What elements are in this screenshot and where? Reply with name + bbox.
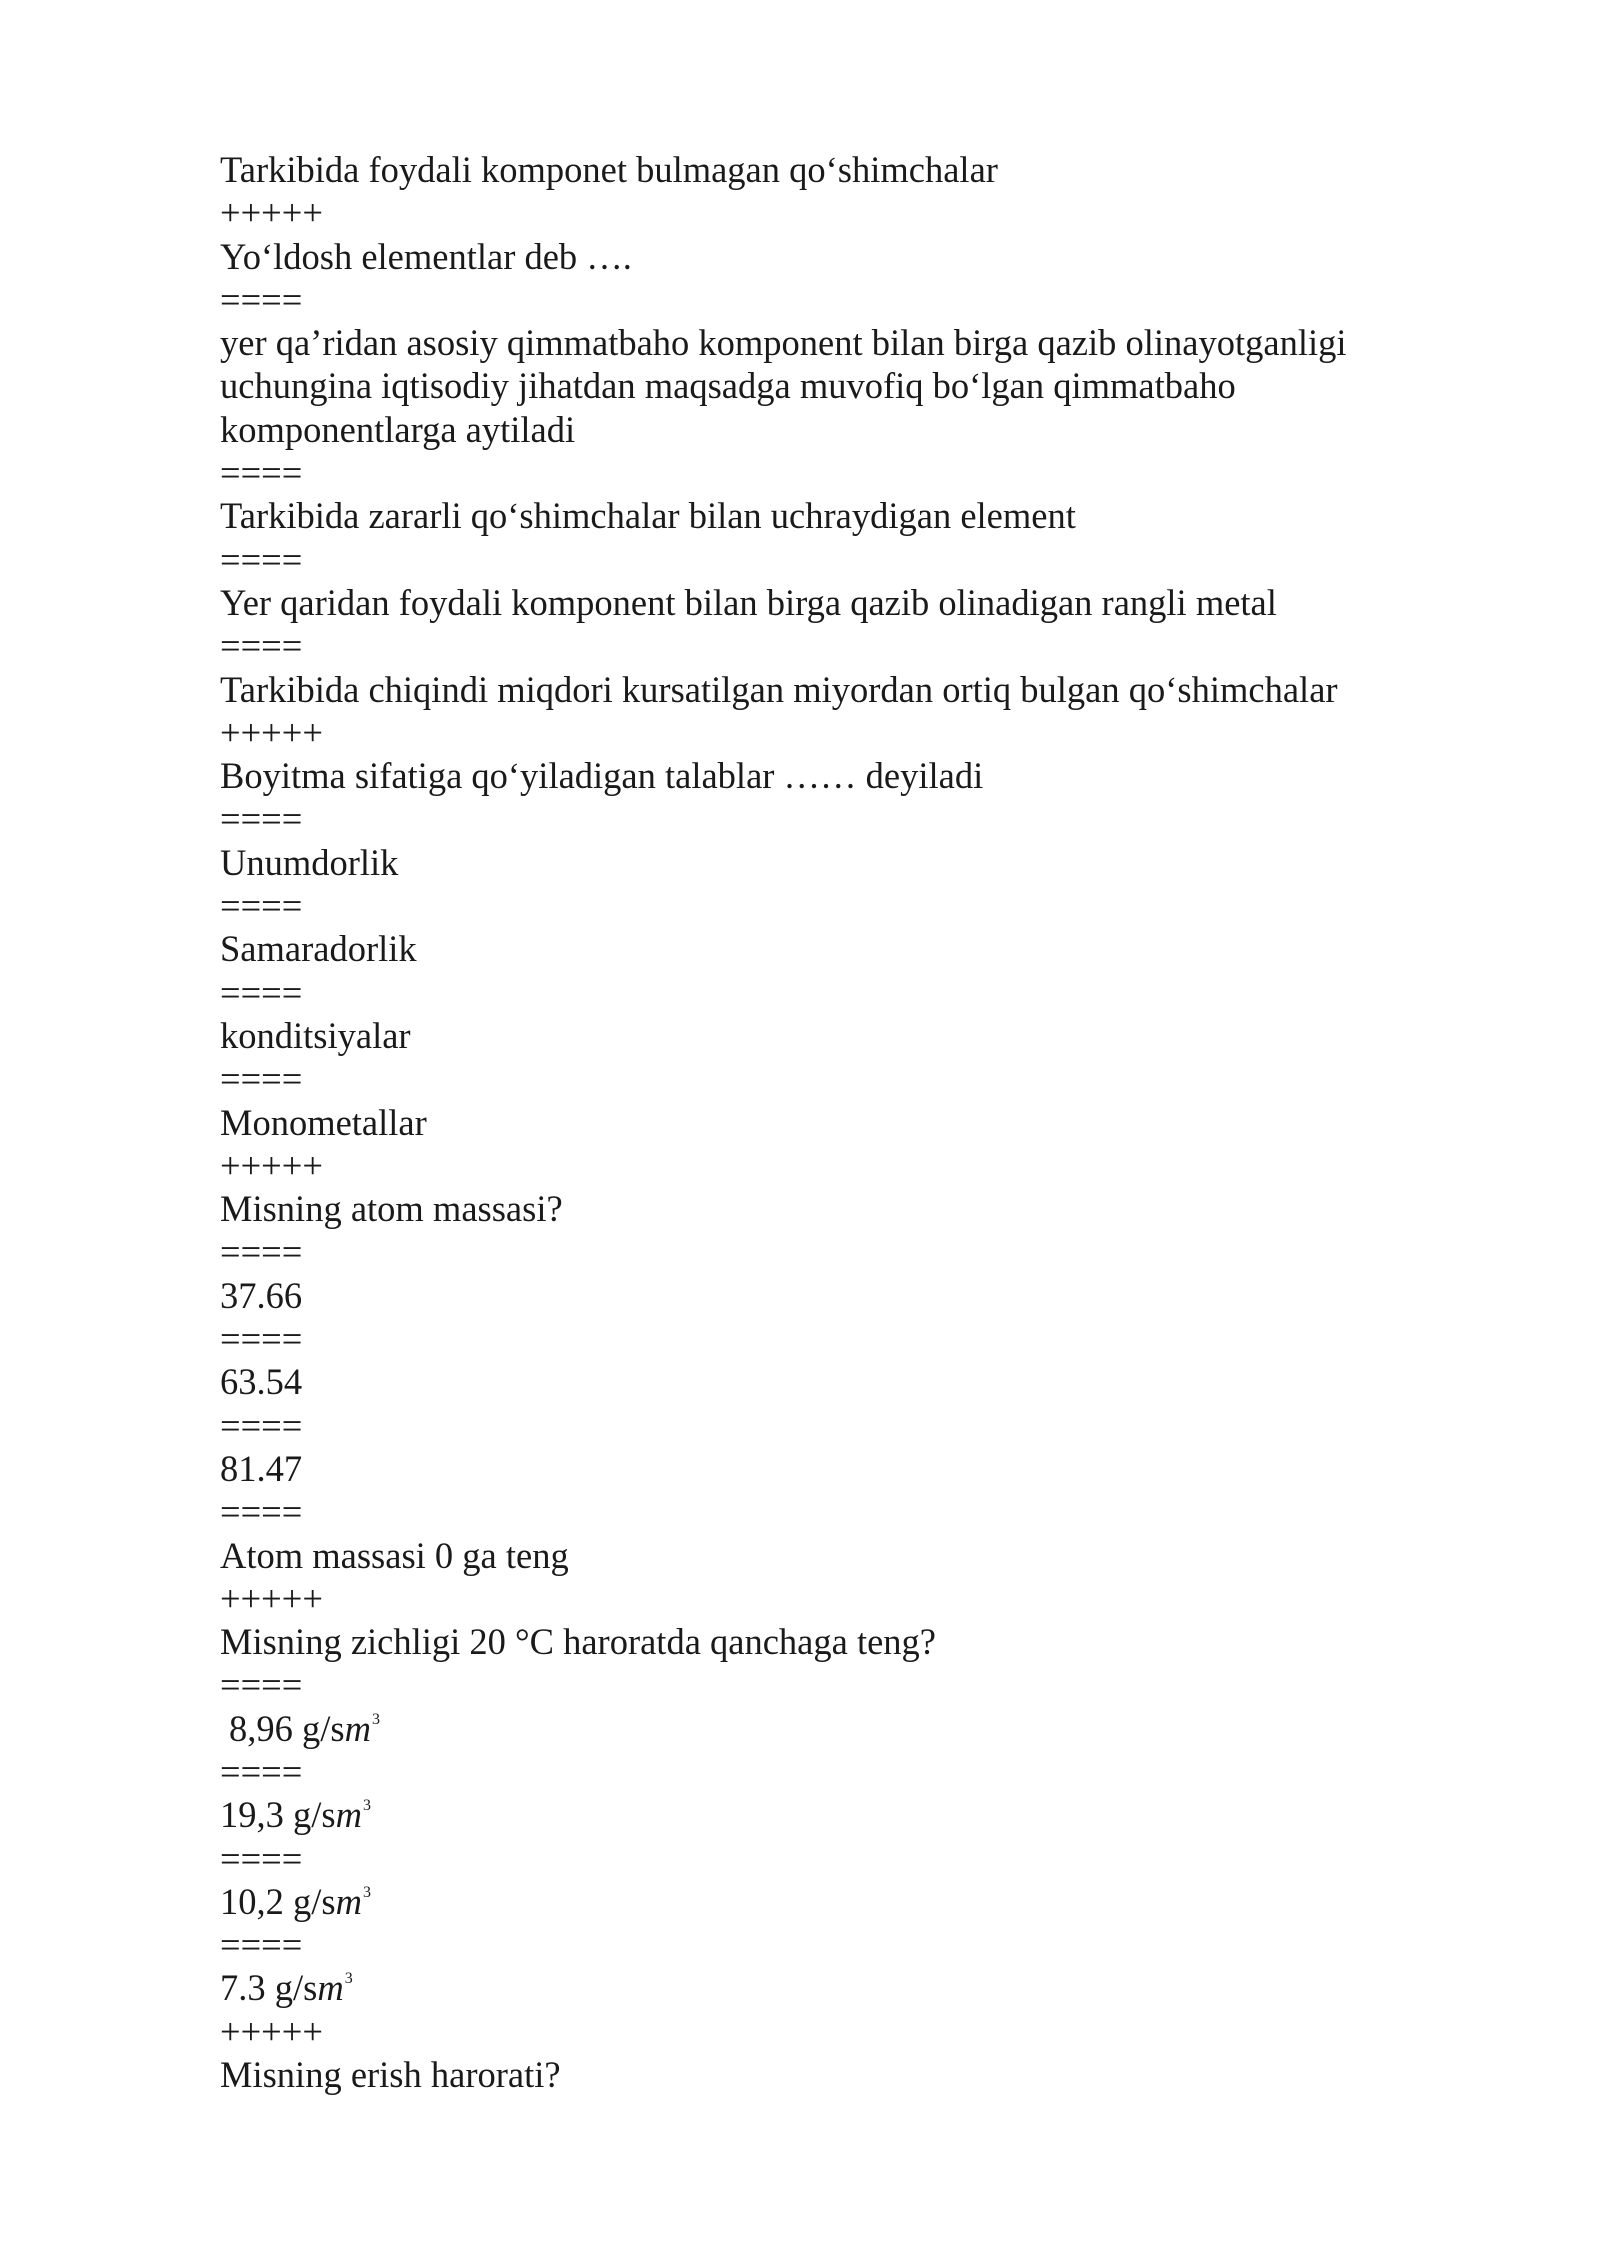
separator-line: ==== — [220, 452, 303, 494]
text-line: Misning erish harorati? — [220, 2054, 561, 2096]
text-line: Yer qaridan foydali komponent bilan birga qazib olinadigan rangli metal — [220, 581, 1277, 623]
separator-line: ==== — [220, 1924, 303, 1966]
unit-exponent: 3 — [344, 1970, 353, 1988]
separator-line: ==== — [220, 538, 303, 580]
density-option-line — [220, 1966, 1400, 2009]
unit-letter: m — [335, 1794, 362, 1836]
text-line: Samaradorlik — [220, 928, 417, 970]
separator-line: +++++ — [220, 1144, 323, 1186]
density-value: 8,96 g/s — [229, 1707, 345, 1749]
density-option-line — [220, 1707, 1400, 1750]
text-line: Yo‘ldosh elementlar deb …. — [220, 235, 632, 277]
text-line: Misning zichligi 20 °C haroratda qanchaga teng? — [220, 1621, 936, 1663]
text-line: Tarkibida zararli qo‘shimchalar bilan uchraydigan element — [220, 495, 1076, 537]
separator-line: ==== — [220, 1664, 303, 1706]
separator-line: ==== — [220, 885, 303, 927]
separator-line: ==== — [220, 1750, 303, 1792]
document-body — [220, 148, 1400, 2096]
text-line: Tarkibida chiqindi miqdori kursatilgan miyordan ortiq bulgan qo‘shimchalar — [220, 668, 1338, 710]
density-value: 10,2 g/s — [220, 1880, 336, 1922]
separator-line: +++++ — [220, 1577, 323, 1619]
text-line: Atom massasi 0 ga teng — [220, 1534, 569, 1576]
separator-line: ==== — [220, 1404, 303, 1446]
density-option-line — [220, 1880, 1400, 1923]
unit-exponent: 3 — [362, 1883, 371, 1901]
separator-line: ==== — [220, 625, 303, 667]
text-line: yer qa’ridan asosiy qimmatbaho komponent bilan birga qazib olinayotganligi uchungina iqtisodiy jihatdan maqsadga muvofiq bo‘lgan qimmatbaho komponentlarga aytiladi — [220, 322, 1356, 450]
separator-line: ==== — [220, 1491, 303, 1533]
text-line: Monometallar — [220, 1101, 427, 1143]
separator-line: ==== — [220, 798, 303, 840]
unit-letter: m — [317, 1967, 344, 2009]
separator-line: ==== — [220, 278, 303, 320]
text-line: Unumdorlik — [220, 841, 399, 883]
unit-letter: m — [335, 1880, 362, 1922]
text-line: Boyitma sifatiga qo‘yiladigan talablar …… deyiladi — [220, 755, 984, 797]
separator-line: ==== — [220, 1837, 303, 1879]
density-value: 19,3 g/s — [220, 1794, 336, 1836]
unit-exponent: 3 — [362, 1797, 371, 1815]
unit-exponent: 3 — [371, 1710, 380, 1728]
separator-line: +++++ — [220, 711, 323, 753]
separator-line: ==== — [220, 971, 303, 1013]
text-line: Tarkibida foydali komponet bulmagan qo‘shimchalar — [220, 149, 998, 190]
text-line: konditsiyalar — [220, 1014, 411, 1056]
text-line: 37.66 — [220, 1274, 303, 1316]
separator-line: ==== — [220, 1318, 303, 1360]
separator-line: ==== — [220, 1231, 303, 1273]
text-line: 81.47 — [220, 1447, 303, 1489]
separator-line: +++++ — [220, 192, 323, 234]
separator-line: +++++ — [220, 2010, 323, 2052]
density-value: 7.3 g/s — [220, 1967, 318, 2009]
separator-line: ==== — [220, 1058, 303, 1100]
density-option-line — [220, 1793, 1400, 1836]
unit-letter: m — [344, 1707, 371, 1749]
text-line: Misning atom massasi? — [220, 1188, 563, 1230]
text-line: 63.54 — [220, 1361, 303, 1403]
